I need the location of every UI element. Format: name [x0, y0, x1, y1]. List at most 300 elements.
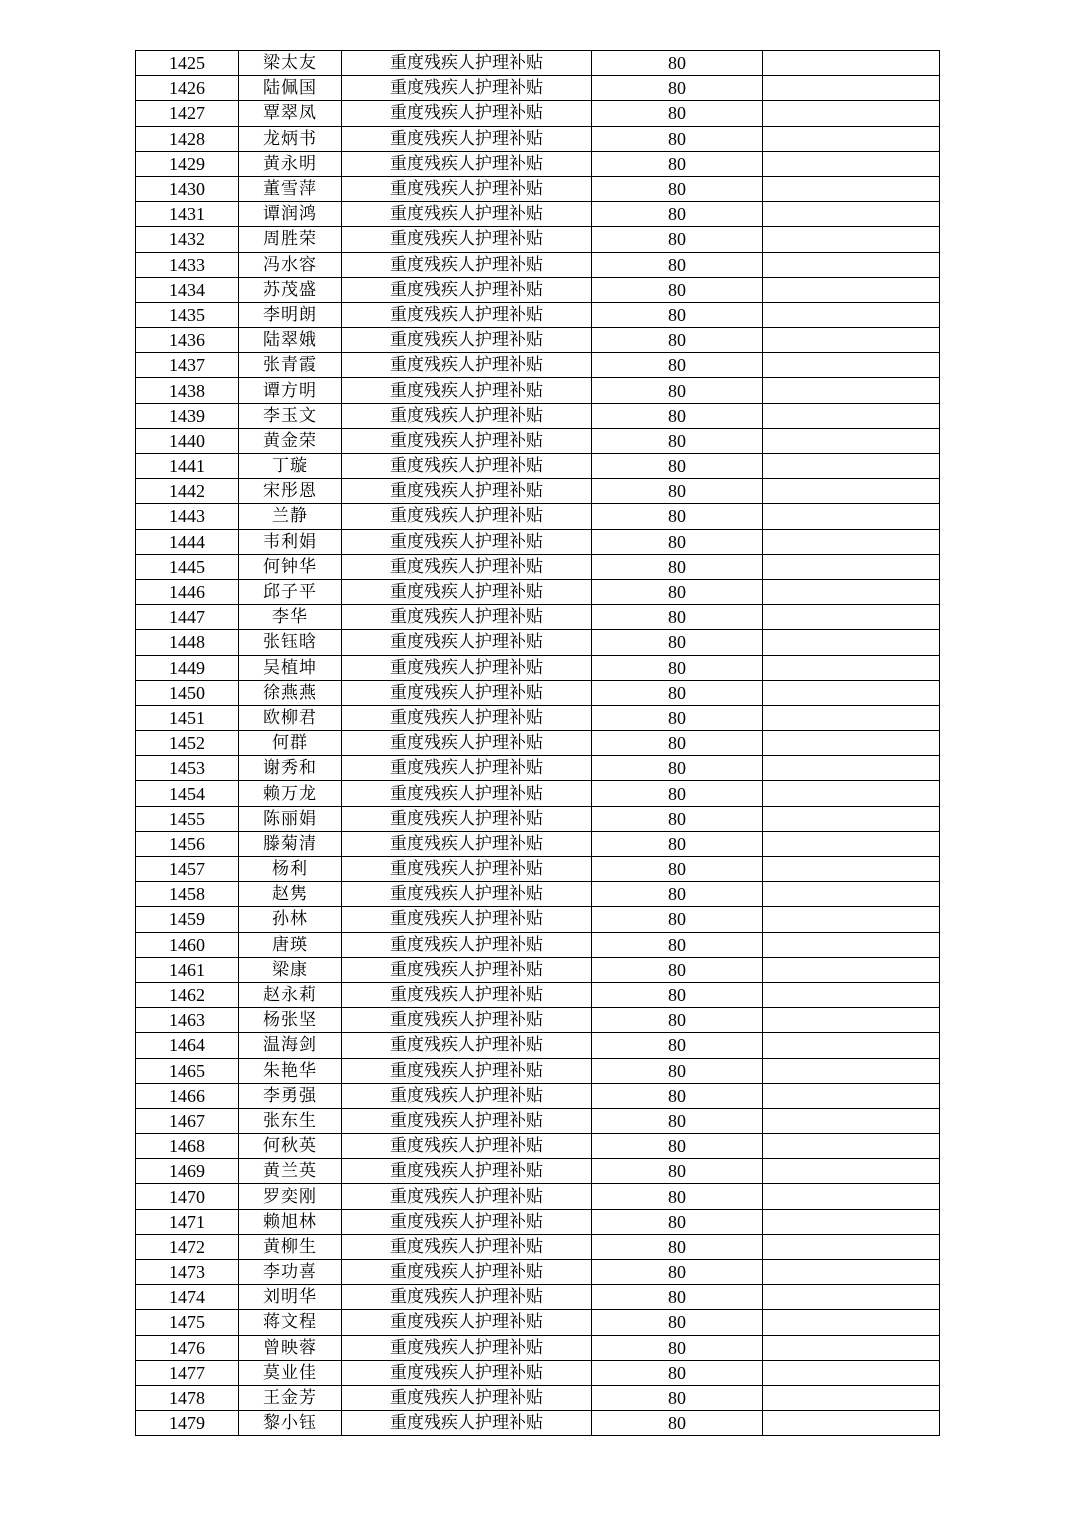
subsidy-item-cell: 重度残疾人护理补贴 [342, 1411, 592, 1436]
table-row [136, 630, 940, 655]
amount-cell: 80 [592, 1335, 763, 1360]
row-number-cell: 1449 [136, 655, 239, 680]
remark-cell [763, 857, 940, 882]
recipient-name-cell: 李功喜 [239, 1260, 342, 1285]
remark-cell [763, 353, 940, 378]
table-row [136, 1033, 940, 1058]
remark-cell [763, 756, 940, 781]
remark-cell [763, 579, 940, 604]
recipient-name-cell: 丁璇 [239, 454, 342, 479]
subsidy-item-cell: 重度残疾人护理补贴 [342, 1008, 592, 1033]
amount-cell: 80 [592, 1058, 763, 1083]
table-row [136, 554, 940, 579]
subsidy-item-cell: 重度残疾人护理补贴 [342, 378, 592, 403]
amount-cell: 80 [592, 126, 763, 151]
amount-cell: 80 [592, 1209, 763, 1234]
table-row [136, 202, 940, 227]
recipient-name-cell: 黄兰英 [239, 1159, 342, 1184]
amount-cell: 80 [592, 378, 763, 403]
row-number-cell: 1427 [136, 101, 239, 126]
subsidy-item-cell: 重度残疾人护理补贴 [342, 1335, 592, 1360]
remark-cell [763, 982, 940, 1007]
row-number-cell: 1428 [136, 126, 239, 151]
amount-cell: 80 [592, 907, 763, 932]
table-row [136, 378, 940, 403]
amount-cell: 80 [592, 756, 763, 781]
recipient-name-cell: 温海剑 [239, 1033, 342, 1058]
amount-cell: 80 [592, 831, 763, 856]
row-number-cell: 1444 [136, 529, 239, 554]
recipient-name-cell: 何群 [239, 731, 342, 756]
recipient-name-cell: 莫业佳 [239, 1360, 342, 1385]
remark-cell [763, 302, 940, 327]
row-number-cell: 1477 [136, 1360, 239, 1385]
remark-cell [763, 932, 940, 957]
amount-cell: 80 [592, 1310, 763, 1335]
subsidy-item-cell: 重度残疾人护理补贴 [342, 252, 592, 277]
subsidy-item-cell: 重度残疾人护理补贴 [342, 428, 592, 453]
table-row [136, 1385, 940, 1410]
table-row [136, 353, 940, 378]
remark-cell [763, 655, 940, 680]
table-row [136, 126, 940, 151]
table-row [136, 605, 940, 630]
row-number-cell: 1432 [136, 227, 239, 252]
amount-cell: 80 [592, 76, 763, 101]
row-number-cell: 1438 [136, 378, 239, 403]
row-number-cell: 1443 [136, 504, 239, 529]
row-number-cell: 1464 [136, 1033, 239, 1058]
subsidy-item-cell: 重度残疾人护理补贴 [342, 529, 592, 554]
remark-cell [763, 1134, 940, 1159]
amount-cell: 80 [592, 1184, 763, 1209]
amount-cell: 80 [592, 731, 763, 756]
remark-cell [763, 1008, 940, 1033]
table-row [136, 428, 940, 453]
amount-cell: 80 [592, 51, 763, 76]
remark-cell [763, 328, 940, 353]
table-row [136, 781, 940, 806]
recipient-name-cell: 谢秀和 [239, 756, 342, 781]
amount-cell: 80 [592, 882, 763, 907]
table-row [136, 504, 940, 529]
amount-cell: 80 [592, 680, 763, 705]
recipient-name-cell: 杨张坚 [239, 1008, 342, 1033]
row-number-cell: 1466 [136, 1083, 239, 1108]
table-row [136, 252, 940, 277]
subsidy-item-cell: 重度残疾人护理补贴 [342, 1310, 592, 1335]
amount-cell: 80 [592, 1285, 763, 1310]
recipient-name-cell: 张钰晗 [239, 630, 342, 655]
row-number-cell: 1468 [136, 1134, 239, 1159]
amount-cell: 80 [592, 202, 763, 227]
amount-cell: 80 [592, 1159, 763, 1184]
subsidy-item-cell: 重度残疾人护理补贴 [342, 302, 592, 327]
remark-cell [763, 252, 940, 277]
amount-cell: 80 [592, 982, 763, 1007]
table-row [136, 1083, 940, 1108]
remark-cell [763, 554, 940, 579]
subsidy-item-cell: 重度残疾人护理补贴 [342, 705, 592, 730]
table-row [136, 1335, 940, 1360]
table-row [136, 151, 940, 176]
recipient-name-cell: 赖万龙 [239, 781, 342, 806]
row-number-cell: 1448 [136, 630, 239, 655]
amount-cell: 80 [592, 857, 763, 882]
remark-cell [763, 1234, 940, 1259]
subsidy-item-cell: 重度残疾人护理补贴 [342, 277, 592, 302]
row-number-cell: 1439 [136, 403, 239, 428]
table-row [136, 680, 940, 705]
row-number-cell: 1473 [136, 1260, 239, 1285]
amount-cell: 80 [592, 454, 763, 479]
table-row [136, 1360, 940, 1385]
remark-cell [763, 605, 940, 630]
remark-cell [763, 1285, 940, 1310]
amount-cell: 80 [592, 605, 763, 630]
amount-cell: 80 [592, 1134, 763, 1159]
table-row [136, 857, 940, 882]
amount-cell: 80 [592, 227, 763, 252]
table-row [136, 1108, 940, 1133]
amount-cell: 80 [592, 504, 763, 529]
table-row [136, 51, 940, 76]
remark-cell [763, 680, 940, 705]
recipient-name-cell: 朱艳华 [239, 1058, 342, 1083]
table-row [136, 176, 940, 201]
recipient-name-cell: 陈丽娟 [239, 806, 342, 831]
remark-cell [763, 1385, 940, 1410]
recipient-name-cell: 何钟华 [239, 554, 342, 579]
remark-cell [763, 101, 940, 126]
remark-cell [763, 630, 940, 655]
table-row [136, 302, 940, 327]
amount-cell: 80 [592, 328, 763, 353]
row-number-cell: 1454 [136, 781, 239, 806]
remark-cell [763, 479, 940, 504]
recipient-name-cell: 梁康 [239, 957, 342, 982]
recipient-name-cell: 陆翠娥 [239, 328, 342, 353]
remark-cell [763, 1411, 940, 1436]
row-number-cell: 1433 [136, 252, 239, 277]
remark-cell [763, 126, 940, 151]
subsidy-item-cell: 重度残疾人护理补贴 [342, 1234, 592, 1259]
recipient-name-cell: 吴植坤 [239, 655, 342, 680]
recipient-name-cell: 苏茂盛 [239, 277, 342, 302]
subsidy-item-cell: 重度残疾人护理补贴 [342, 227, 592, 252]
recipient-name-cell: 覃翠凤 [239, 101, 342, 126]
recipient-name-cell: 蒋文程 [239, 1310, 342, 1335]
remark-cell [763, 882, 940, 907]
recipient-name-cell: 黄金荣 [239, 428, 342, 453]
table-row [136, 1134, 940, 1159]
remark-cell [763, 1033, 940, 1058]
subsidy-item-cell: 重度残疾人护理补贴 [342, 1260, 592, 1285]
row-number-cell: 1478 [136, 1385, 239, 1410]
subsidy-item-cell: 重度残疾人护理补贴 [342, 1385, 592, 1410]
subsidy-item-cell: 重度残疾人护理补贴 [342, 126, 592, 151]
subsidy-item-cell: 重度残疾人护理补贴 [342, 51, 592, 76]
table-row [136, 882, 940, 907]
recipient-name-cell: 孙林 [239, 907, 342, 932]
recipient-name-cell: 欧柳君 [239, 705, 342, 730]
remark-cell [763, 957, 940, 982]
subsidy-item-cell: 重度残疾人护理补贴 [342, 504, 592, 529]
subsidy-table [135, 50, 940, 1436]
amount-cell: 80 [592, 1108, 763, 1133]
row-number-cell: 1469 [136, 1159, 239, 1184]
row-number-cell: 1436 [136, 328, 239, 353]
amount-cell: 80 [592, 1083, 763, 1108]
recipient-name-cell: 张东生 [239, 1108, 342, 1133]
row-number-cell: 1457 [136, 857, 239, 882]
row-number-cell: 1425 [136, 51, 239, 76]
remark-cell [763, 1108, 940, 1133]
amount-cell: 80 [592, 101, 763, 126]
table-row [136, 76, 940, 101]
subsidy-item-cell: 重度残疾人护理补贴 [342, 479, 592, 504]
amount-cell: 80 [592, 1033, 763, 1058]
amount-cell: 80 [592, 151, 763, 176]
row-number-cell: 1475 [136, 1310, 239, 1335]
recipient-name-cell: 赖旭林 [239, 1209, 342, 1234]
subsidy-item-cell: 重度残疾人护理补贴 [342, 731, 592, 756]
row-number-cell: 1430 [136, 176, 239, 201]
row-number-cell: 1451 [136, 705, 239, 730]
remark-cell [763, 1159, 940, 1184]
recipient-name-cell: 李明朗 [239, 302, 342, 327]
table-row [136, 705, 940, 730]
amount-cell: 80 [592, 1411, 763, 1436]
row-number-cell: 1471 [136, 1209, 239, 1234]
row-number-cell: 1479 [136, 1411, 239, 1436]
subsidy-item-cell: 重度残疾人护理补贴 [342, 328, 592, 353]
row-number-cell: 1431 [136, 202, 239, 227]
subsidy-item-cell: 重度残疾人护理补贴 [342, 1108, 592, 1133]
remark-cell [763, 277, 940, 302]
recipient-name-cell: 宋彤恩 [239, 479, 342, 504]
recipient-name-cell: 董雪萍 [239, 176, 342, 201]
row-number-cell: 1450 [136, 680, 239, 705]
row-number-cell: 1462 [136, 982, 239, 1007]
recipient-name-cell: 龙炳书 [239, 126, 342, 151]
recipient-name-cell: 冯水容 [239, 252, 342, 277]
amount-cell: 80 [592, 353, 763, 378]
row-number-cell: 1442 [136, 479, 239, 504]
amount-cell: 80 [592, 630, 763, 655]
remark-cell [763, 907, 940, 932]
subsidy-item-cell: 重度残疾人护理补贴 [342, 630, 592, 655]
table-row [136, 479, 940, 504]
table-row [136, 101, 940, 126]
recipient-name-cell: 李华 [239, 605, 342, 630]
remark-cell [763, 1058, 940, 1083]
subsidy-item-cell: 重度残疾人护理补贴 [342, 554, 592, 579]
subsidy-item-cell: 重度残疾人护理补贴 [342, 1134, 592, 1159]
row-number-cell: 1455 [136, 806, 239, 831]
subsidy-item-cell: 重度残疾人护理补贴 [342, 781, 592, 806]
row-number-cell: 1461 [136, 957, 239, 982]
amount-cell: 80 [592, 529, 763, 554]
recipient-name-cell: 陆佩国 [239, 76, 342, 101]
subsidy-item-cell: 重度残疾人护理补贴 [342, 579, 592, 604]
recipient-name-cell: 兰静 [239, 504, 342, 529]
table-row [136, 1234, 940, 1259]
recipient-name-cell: 张青霞 [239, 353, 342, 378]
amount-cell: 80 [592, 1234, 763, 1259]
subsidy-item-cell: 重度残疾人护理补贴 [342, 1360, 592, 1385]
subsidy-item-cell: 重度残疾人护理补贴 [342, 756, 592, 781]
subsidy-item-cell: 重度残疾人护理补贴 [342, 454, 592, 479]
row-number-cell: 1437 [136, 353, 239, 378]
row-number-cell: 1459 [136, 907, 239, 932]
remark-cell [763, 176, 940, 201]
subsidy-item-cell: 重度残疾人护理补贴 [342, 1033, 592, 1058]
amount-cell: 80 [592, 579, 763, 604]
remark-cell [763, 1310, 940, 1335]
recipient-name-cell: 黄永明 [239, 151, 342, 176]
row-number-cell: 1467 [136, 1108, 239, 1133]
table-row [136, 1209, 940, 1234]
row-number-cell: 1435 [136, 302, 239, 327]
table-row [136, 1411, 940, 1436]
subsidy-item-cell: 重度残疾人护理补贴 [342, 202, 592, 227]
table-row [136, 982, 940, 1007]
subsidy-item-cell: 重度残疾人护理补贴 [342, 1184, 592, 1209]
row-number-cell: 1452 [136, 731, 239, 756]
recipient-name-cell: 唐瑛 [239, 932, 342, 957]
table-row [136, 831, 940, 856]
recipient-name-cell: 王金芳 [239, 1385, 342, 1410]
amount-cell: 80 [592, 957, 763, 982]
amount-cell: 80 [592, 932, 763, 957]
row-number-cell: 1434 [136, 277, 239, 302]
row-number-cell: 1465 [136, 1058, 239, 1083]
amount-cell: 80 [592, 1360, 763, 1385]
amount-cell: 80 [592, 705, 763, 730]
table-row [136, 731, 940, 756]
row-number-cell: 1458 [136, 882, 239, 907]
subsidy-table-body [136, 51, 940, 1436]
row-number-cell: 1441 [136, 454, 239, 479]
table-row [136, 227, 940, 252]
table-row [136, 1285, 940, 1310]
row-number-cell: 1476 [136, 1335, 239, 1360]
table-row [136, 1310, 940, 1335]
remark-cell [763, 51, 940, 76]
recipient-name-cell: 刘明华 [239, 1285, 342, 1310]
remark-cell [763, 1360, 940, 1385]
recipient-name-cell: 杨利 [239, 857, 342, 882]
amount-cell: 80 [592, 806, 763, 831]
amount-cell: 80 [592, 252, 763, 277]
subsidy-item-cell: 重度残疾人护理补贴 [342, 831, 592, 856]
table-row [136, 756, 940, 781]
recipient-name-cell: 李勇强 [239, 1083, 342, 1108]
table-row [136, 1008, 940, 1033]
amount-cell: 80 [592, 655, 763, 680]
amount-cell: 80 [592, 479, 763, 504]
row-number-cell: 1474 [136, 1285, 239, 1310]
table-row [136, 806, 940, 831]
remark-cell [763, 403, 940, 428]
row-number-cell: 1445 [136, 554, 239, 579]
remark-cell [763, 1260, 940, 1285]
subsidy-item-cell: 重度残疾人护理补贴 [342, 982, 592, 1007]
subsidy-item-cell: 重度残疾人护理补贴 [342, 907, 592, 932]
recipient-name-cell: 李玉文 [239, 403, 342, 428]
subsidy-item-cell: 重度残疾人护理补贴 [342, 680, 592, 705]
recipient-name-cell: 徐燕燕 [239, 680, 342, 705]
recipient-name-cell: 赵永莉 [239, 982, 342, 1007]
row-number-cell: 1453 [136, 756, 239, 781]
remark-cell [763, 705, 940, 730]
remark-cell [763, 428, 940, 453]
remark-cell [763, 1083, 940, 1108]
subsidy-item-cell: 重度残疾人护理补贴 [342, 176, 592, 201]
subsidy-item-cell: 重度残疾人护理补贴 [342, 1209, 592, 1234]
row-number-cell: 1472 [136, 1234, 239, 1259]
subsidy-item-cell: 重度残疾人护理补贴 [342, 1058, 592, 1083]
remark-cell [763, 1184, 940, 1209]
remark-cell [763, 529, 940, 554]
amount-cell: 80 [592, 302, 763, 327]
amount-cell: 80 [592, 428, 763, 453]
amount-cell: 80 [592, 1385, 763, 1410]
amount-cell: 80 [592, 176, 763, 201]
recipient-name-cell: 黄柳生 [239, 1234, 342, 1259]
amount-cell: 80 [592, 277, 763, 302]
remark-cell [763, 227, 940, 252]
subsidy-item-cell: 重度残疾人护理补贴 [342, 76, 592, 101]
row-number-cell: 1447 [136, 605, 239, 630]
amount-cell: 80 [592, 403, 763, 428]
table-row [136, 932, 940, 957]
table-row [136, 529, 940, 554]
row-number-cell: 1426 [136, 76, 239, 101]
remark-cell [763, 1209, 940, 1234]
subsidy-item-cell: 重度残疾人护理补贴 [342, 151, 592, 176]
recipient-name-cell: 梁太友 [239, 51, 342, 76]
recipient-name-cell: 谭润鸿 [239, 202, 342, 227]
recipient-name-cell: 滕菊清 [239, 831, 342, 856]
remark-cell [763, 1335, 940, 1360]
subsidy-item-cell: 重度残疾人护理补贴 [342, 932, 592, 957]
remark-cell [763, 151, 940, 176]
subsidy-item-cell: 重度残疾人护理补贴 [342, 605, 592, 630]
remark-cell [763, 831, 940, 856]
amount-cell: 80 [592, 1008, 763, 1033]
row-number-cell: 1440 [136, 428, 239, 453]
row-number-cell: 1429 [136, 151, 239, 176]
table-row [136, 403, 940, 428]
table-row [136, 454, 940, 479]
remark-cell [763, 76, 940, 101]
subsidy-item-cell: 重度残疾人护理补贴 [342, 1159, 592, 1184]
table-row [136, 1058, 940, 1083]
subsidy-item-cell: 重度残疾人护理补贴 [342, 403, 592, 428]
table-row [136, 579, 940, 604]
remark-cell [763, 806, 940, 831]
remark-cell [763, 504, 940, 529]
table-row [136, 907, 940, 932]
subsidy-item-cell: 重度残疾人护理补贴 [342, 353, 592, 378]
row-number-cell: 1460 [136, 932, 239, 957]
remark-cell [763, 202, 940, 227]
subsidy-item-cell: 重度残疾人护理补贴 [342, 1083, 592, 1108]
row-number-cell: 1446 [136, 579, 239, 604]
recipient-name-cell: 罗奕刚 [239, 1184, 342, 1209]
